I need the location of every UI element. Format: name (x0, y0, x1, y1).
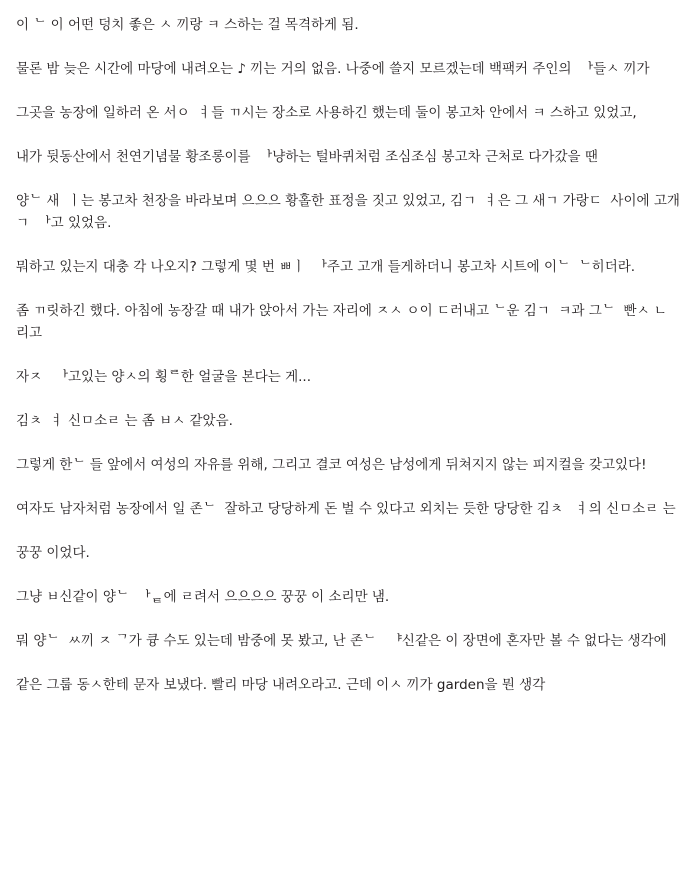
paragraph: 물론 밤 늦은 시간에 마당에 내려오는 ♪ 끼는 거의 없음. 나중에 쓸지 모르겠는데 백팩커 주인의 ᅡ들ㅅ 끼가 (16, 61, 650, 77)
paragraph: 뭐 양ᄂ ㅆ끼 ㅈ ᄀ가 큥 수도 있는데 밤중에 못 봤고, 난 존ᄂ ᅣ신같은 이 장면에 혼자만 볼 수 없다는 생각에 (16, 633, 667, 649)
paragraph: 자ㅈ ᅡ고있는 양ㅅ의 횡ᄅ한 얼굴을 본다는 게... (16, 369, 311, 385)
paragraph: 그렇게 한ᄂ 들 앞에서 여성의 자유를 위해, 그리고 결코 여성은 남성에게 뒤쳐지지 않는 피지컬을 갖고있다! (16, 457, 647, 473)
paragraph: 같은 그룹 동ㅅ한테 문자 보냈다. 빨리 마당 내려오라고. 근데 이ㅅ 끼가 garden을 뭔 생각 (16, 677, 546, 693)
paragraph: 이 ᄂ 이 어떤 덩치 좋은 ㅅ 끼랑 ㅋ 스하는 걸 목격하게 됨. (16, 17, 359, 33)
paragraph: 꿍꿍 이었다. (16, 545, 90, 561)
paragraph: 뭐하고 있는지 대충 각 나오지? 그렇게 몇 번 ㅃㅣ ᅡ주고 고개 들게하더니 봉고차 시트에 이ᄂ ᄂ히더라. (16, 259, 636, 275)
paragraph: 여자도 남자처럼 농장에서 일 존ᄂ 잘하고 당당하게 돈 벌 수 있다고 외치는 듯한 당당한 김ㅊ ㅕ의 신ㅁ소ㄹ 는 (16, 501, 676, 517)
paragraph: 좀 ㄲ릿하긴 했다. 아침에 농장갈 때 내가 앉아서 가는 자리에 ㅈㅅ ㅇ이 ㄷ러내고 ᄂ운 김ㄱ ㅋ과 그ᄂ 빤ㅅ ㄴ 리고 (16, 303, 672, 341)
paragraph: 김ㅊ ㅕ 신ㅁ소ㄹ 는 좀 ㅂㅅ 같았음. (16, 413, 233, 429)
paragraph: 양ᄂ 새 ㅣ는 봉고차 천장을 바라보며 으으으 황홀한 표정을 짓고 있었고, 김ㄱ ㅕ은 그 새ㄱ 가랑ㄷ 사이에 고개 ㄱ ᅡ고 있었음. (16, 193, 685, 231)
paragraph: 그곳을 농장에 일하러 온 서ㅇ ㅕ들 ㄲ시는 장소로 사용하긴 했는데 둘이 봉고차 안에서 ㅋ 스하고 있었고, (16, 105, 637, 121)
paragraph: 내가 뒷동산에서 천연기념물 황조롱이를 ᅡ냥하는 털바퀴처럼 조심조심 봉고차 근처로 다가갔을 땐 (16, 149, 598, 165)
paragraph: 그냥 ㅂ신같이 양ᄂ ᅡᇀ에 ㄹ려서 으으으으 꿍꿍 이 소리만 냄. (16, 589, 390, 605)
